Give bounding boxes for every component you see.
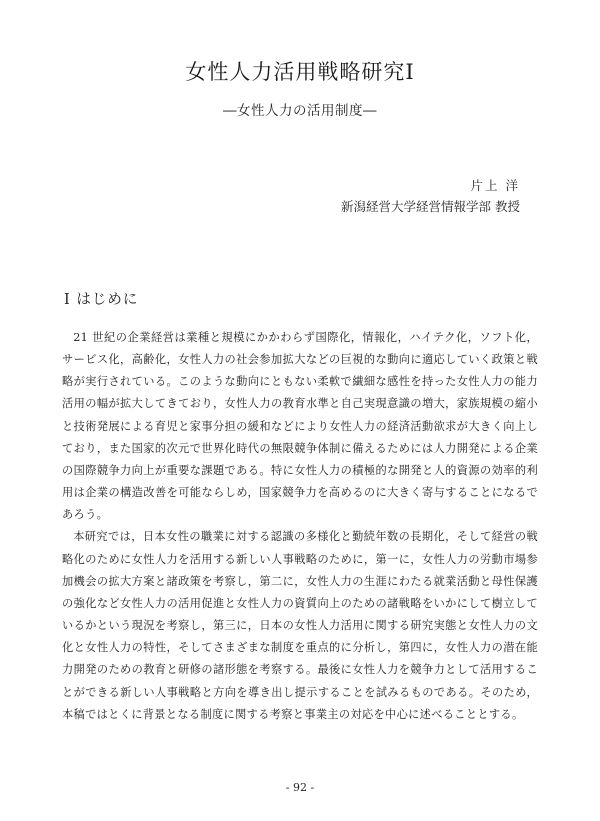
body-text xyxy=(62,327,538,726)
page-number: - 92 - xyxy=(285,781,315,794)
author-affiliation: 新潟経営大学経営情報学部 教授 xyxy=(341,199,520,214)
paragraph-2: 本研究では，日本女性の職業に対する認識の多様化と勤続年数の長期化，そして経営の戦略化のために女性人力を活用する新しい人事戦略のために，第一に，女性人力の労動市場参加機会の拡大方案と諸政策を考察し，第二に，女性人力の生涯にわたる就業活動と母性保護の強化など女性人力の活用促進と女性人力の資質向上のための諸戦略をいかにして樹立しているかという現況を考察し，第三に，日本の女性人力活用に関する研究実態と女性人力の文化と女性人力の特性，そしてさまざまな制度を重点的に分析し，第四に，女性人力の潜在能力開発のための教育と研修の諸形態を考察する。最後に女性人力を競争力として活用することができる新しい人事戦略と方向を導き出し提示することを試みるものである。そのため，本稿ではとくに背景となる制度に関する考察と事業主の対応を中心に述べることとする。 xyxy=(62,530,538,721)
paper-title: 女性人力活用戦略研究Ⅰ xyxy=(185,60,415,84)
paper-subtitle: ―女性人力の活用制度― xyxy=(223,103,377,119)
author-name: 片上 洋 xyxy=(470,178,520,193)
paragraph-1: 21 世紀の企業経営は業種と規模にかかわらず国際化，情報化，ハイテク化，ソフト化，サービス化，高齢化，女性人力の社会参加拡大などの巨視的な動向に適応していく政策と戦略が実行されている。このような動向にともない柔軟で繊細な感性を持った女性人力の能力活用の幅が拡大してきており，女性人力の教育水準と自己実現意識の増大，家族規模の縮小と技術発展による育児と家事分担の緩和などにより女性人力の経済活動欲求が大きく向上しており，また国家的次元で世界化時代の無限競争体制に備えるためには人力開発による企業の国際競争力向上が重要な課題である。特に女性人力の積極的な開発と人的資源の効率的利用は企業の構造改善を可能ならしめ，国家競争力を高めるのに大きく寄与することになるであろう。 xyxy=(62,331,538,522)
section-heading: Ⅰ はじめに xyxy=(64,292,139,308)
